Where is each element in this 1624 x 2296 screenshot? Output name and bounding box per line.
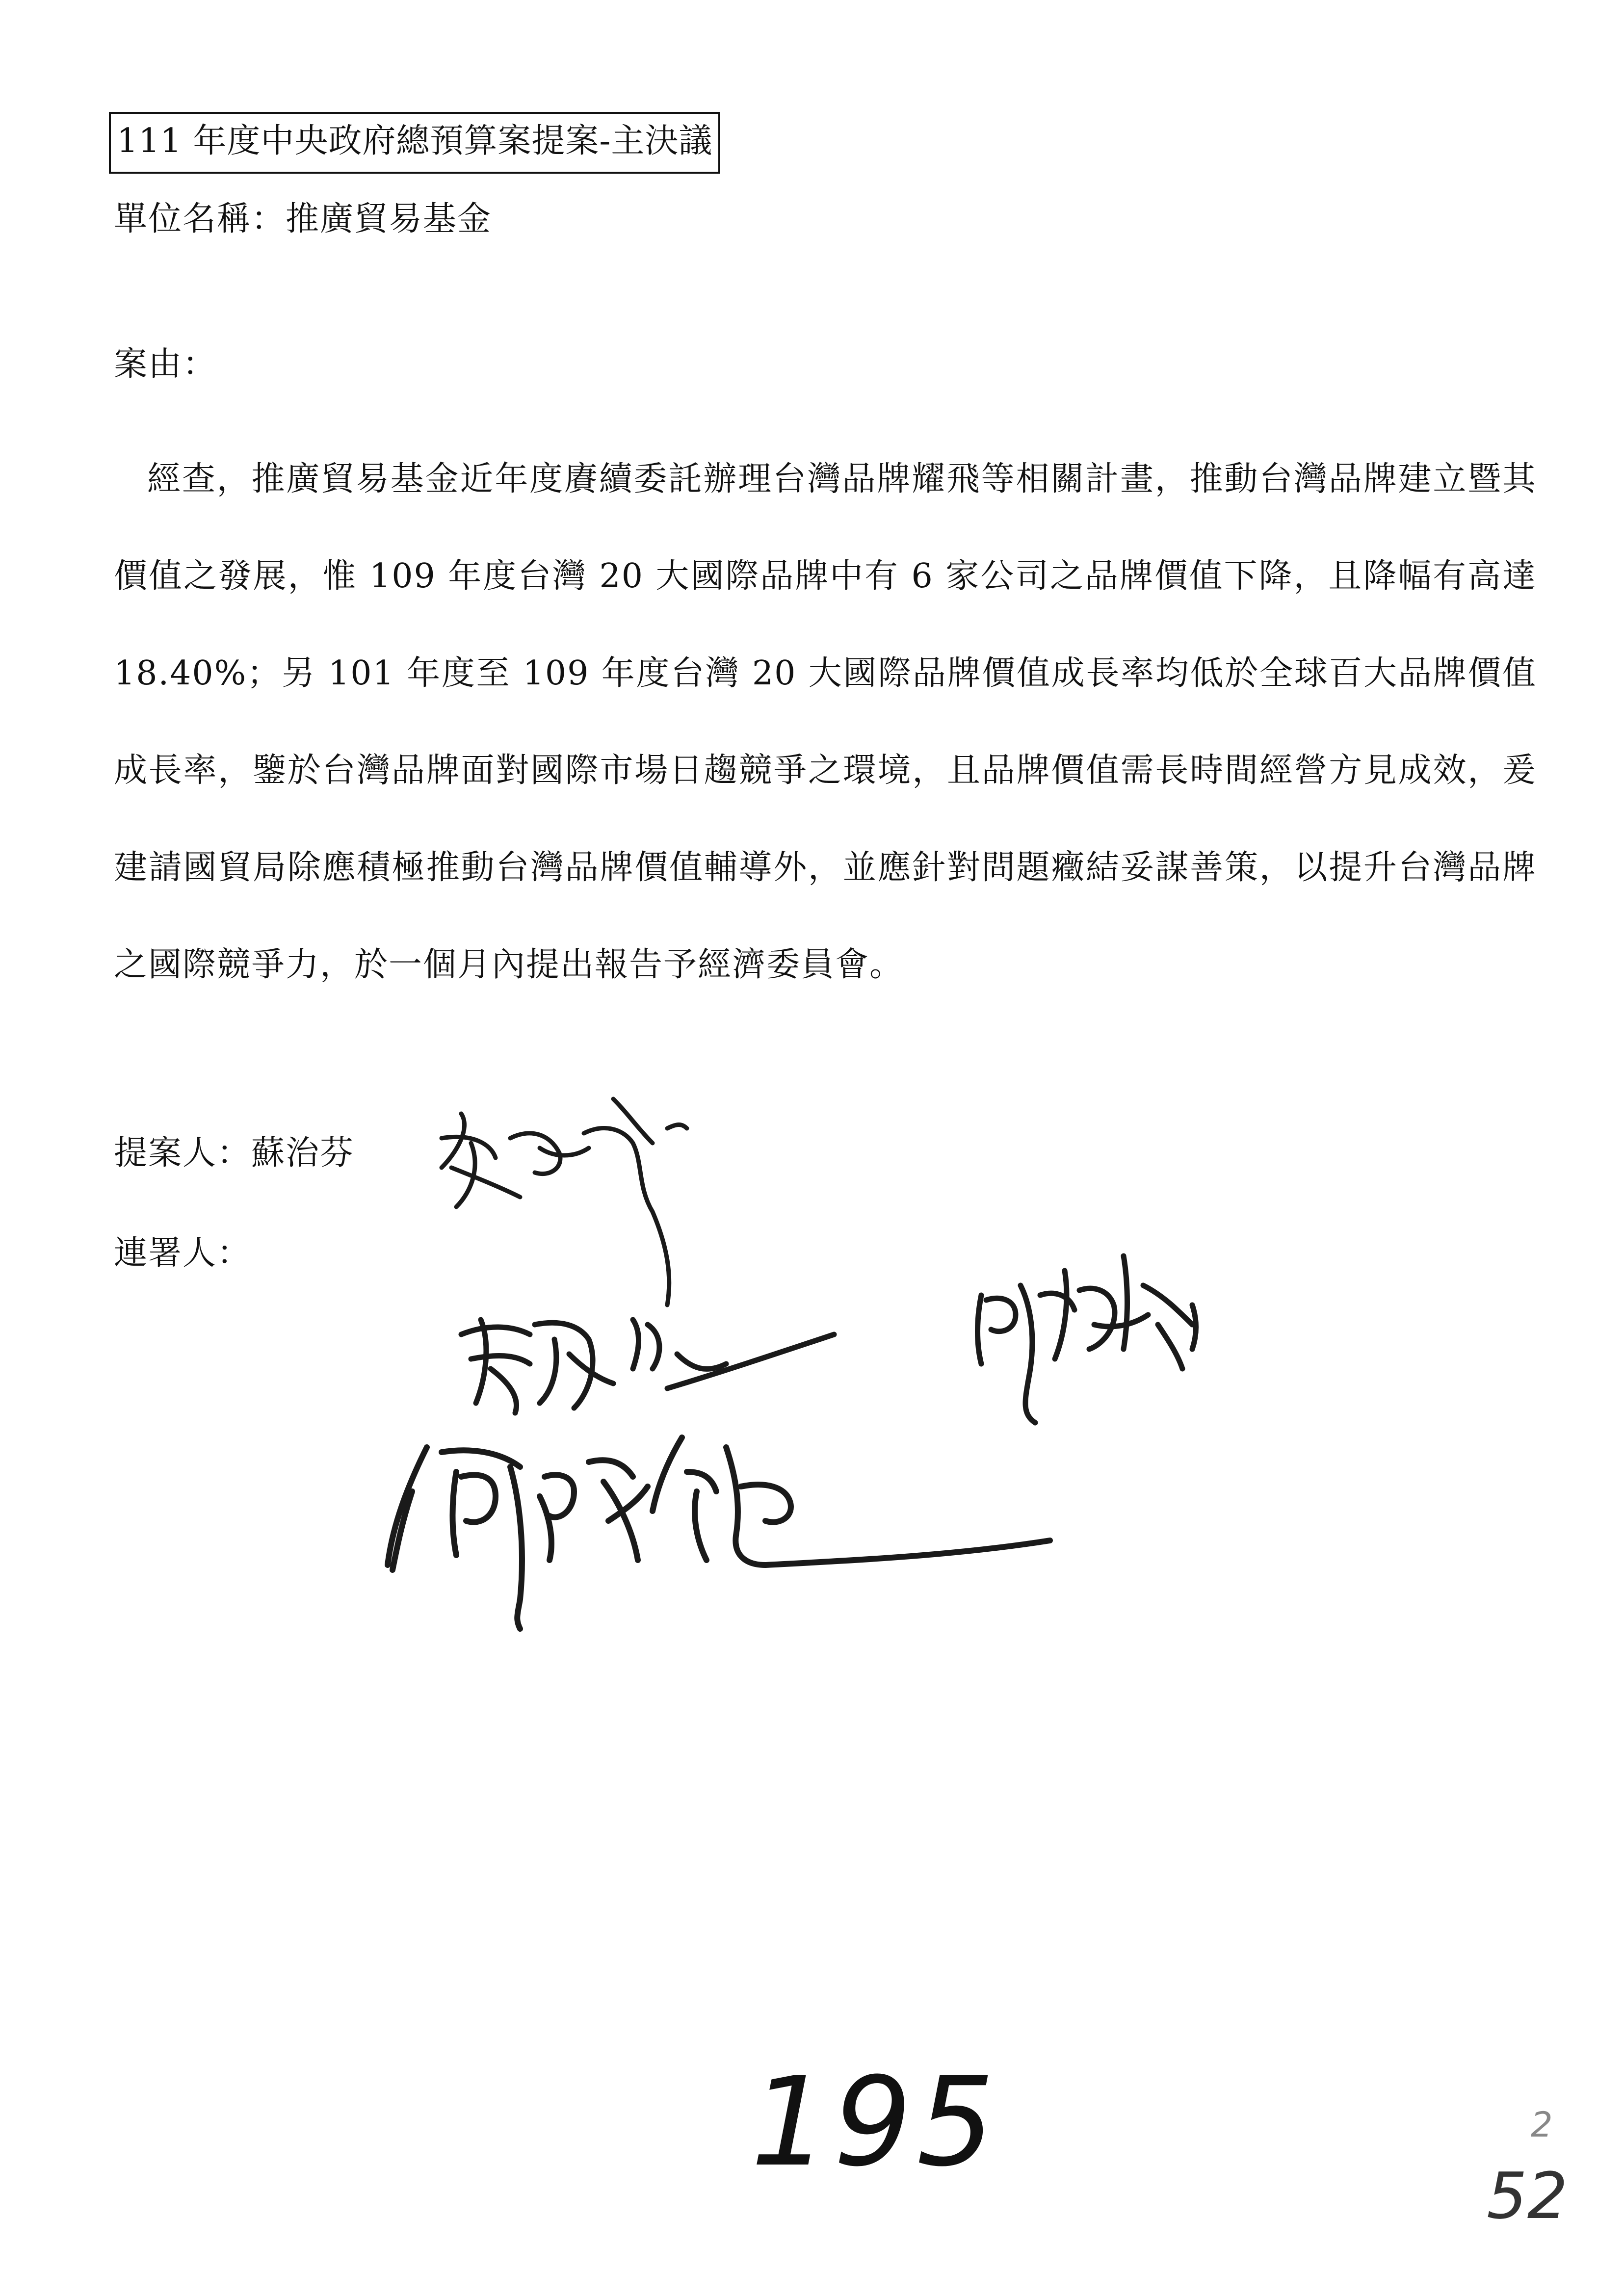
- case-label: 案由：: [114, 345, 217, 384]
- handwritten-page-number: 195: [751, 2051, 1000, 2193]
- signature-proposer: [442, 1099, 687, 1305]
- signature-cosigner-1: [461, 1320, 834, 1413]
- cosigner-label: 連署人：: [114, 1234, 252, 1273]
- case-body-text: 經查，推廣貿易基金近年度賡續委託辦理台灣品牌耀飛等相關計畫，推動台灣品牌建立暨其價值之發展，惟 109 年度台灣 20 大國際品牌中有 6 家公司之品牌價值下降，且降幅有高達 18.40%；另 101 年度至 109 年度台灣 20 大國際品牌價值成長率均低於全球百大品牌價值成長率，鑒於台灣品牌面對國際市場日趨競爭之環境，且品牌價值需長時間經營方見成效，爰建請國貿局除應積極推動台灣品牌價值輔導外，並應針對問題癥結妥謀善策，以提升台灣品牌之國際競爭力，於一個月內提出報告予經濟委員會。: [114, 460, 1537, 984]
- signature-cosigner-2: [978, 1256, 1196, 1423]
- unit-name: 單位名稱：推廣貿易基金: [114, 200, 492, 238]
- proposer-name: 蘇治芬: [251, 1134, 355, 1173]
- corner-mark-top: 2: [1531, 2105, 1553, 2145]
- signature-cosigner-3: [388, 1437, 1050, 1629]
- document-title: 111 年度中央政府總預算案提案-主決議: [109, 112, 720, 174]
- proposer-label: 提案人：: [114, 1134, 252, 1173]
- corner-mark-bottom: 52: [1487, 2159, 1568, 2233]
- proposer-line: [114, 1126, 354, 1174]
